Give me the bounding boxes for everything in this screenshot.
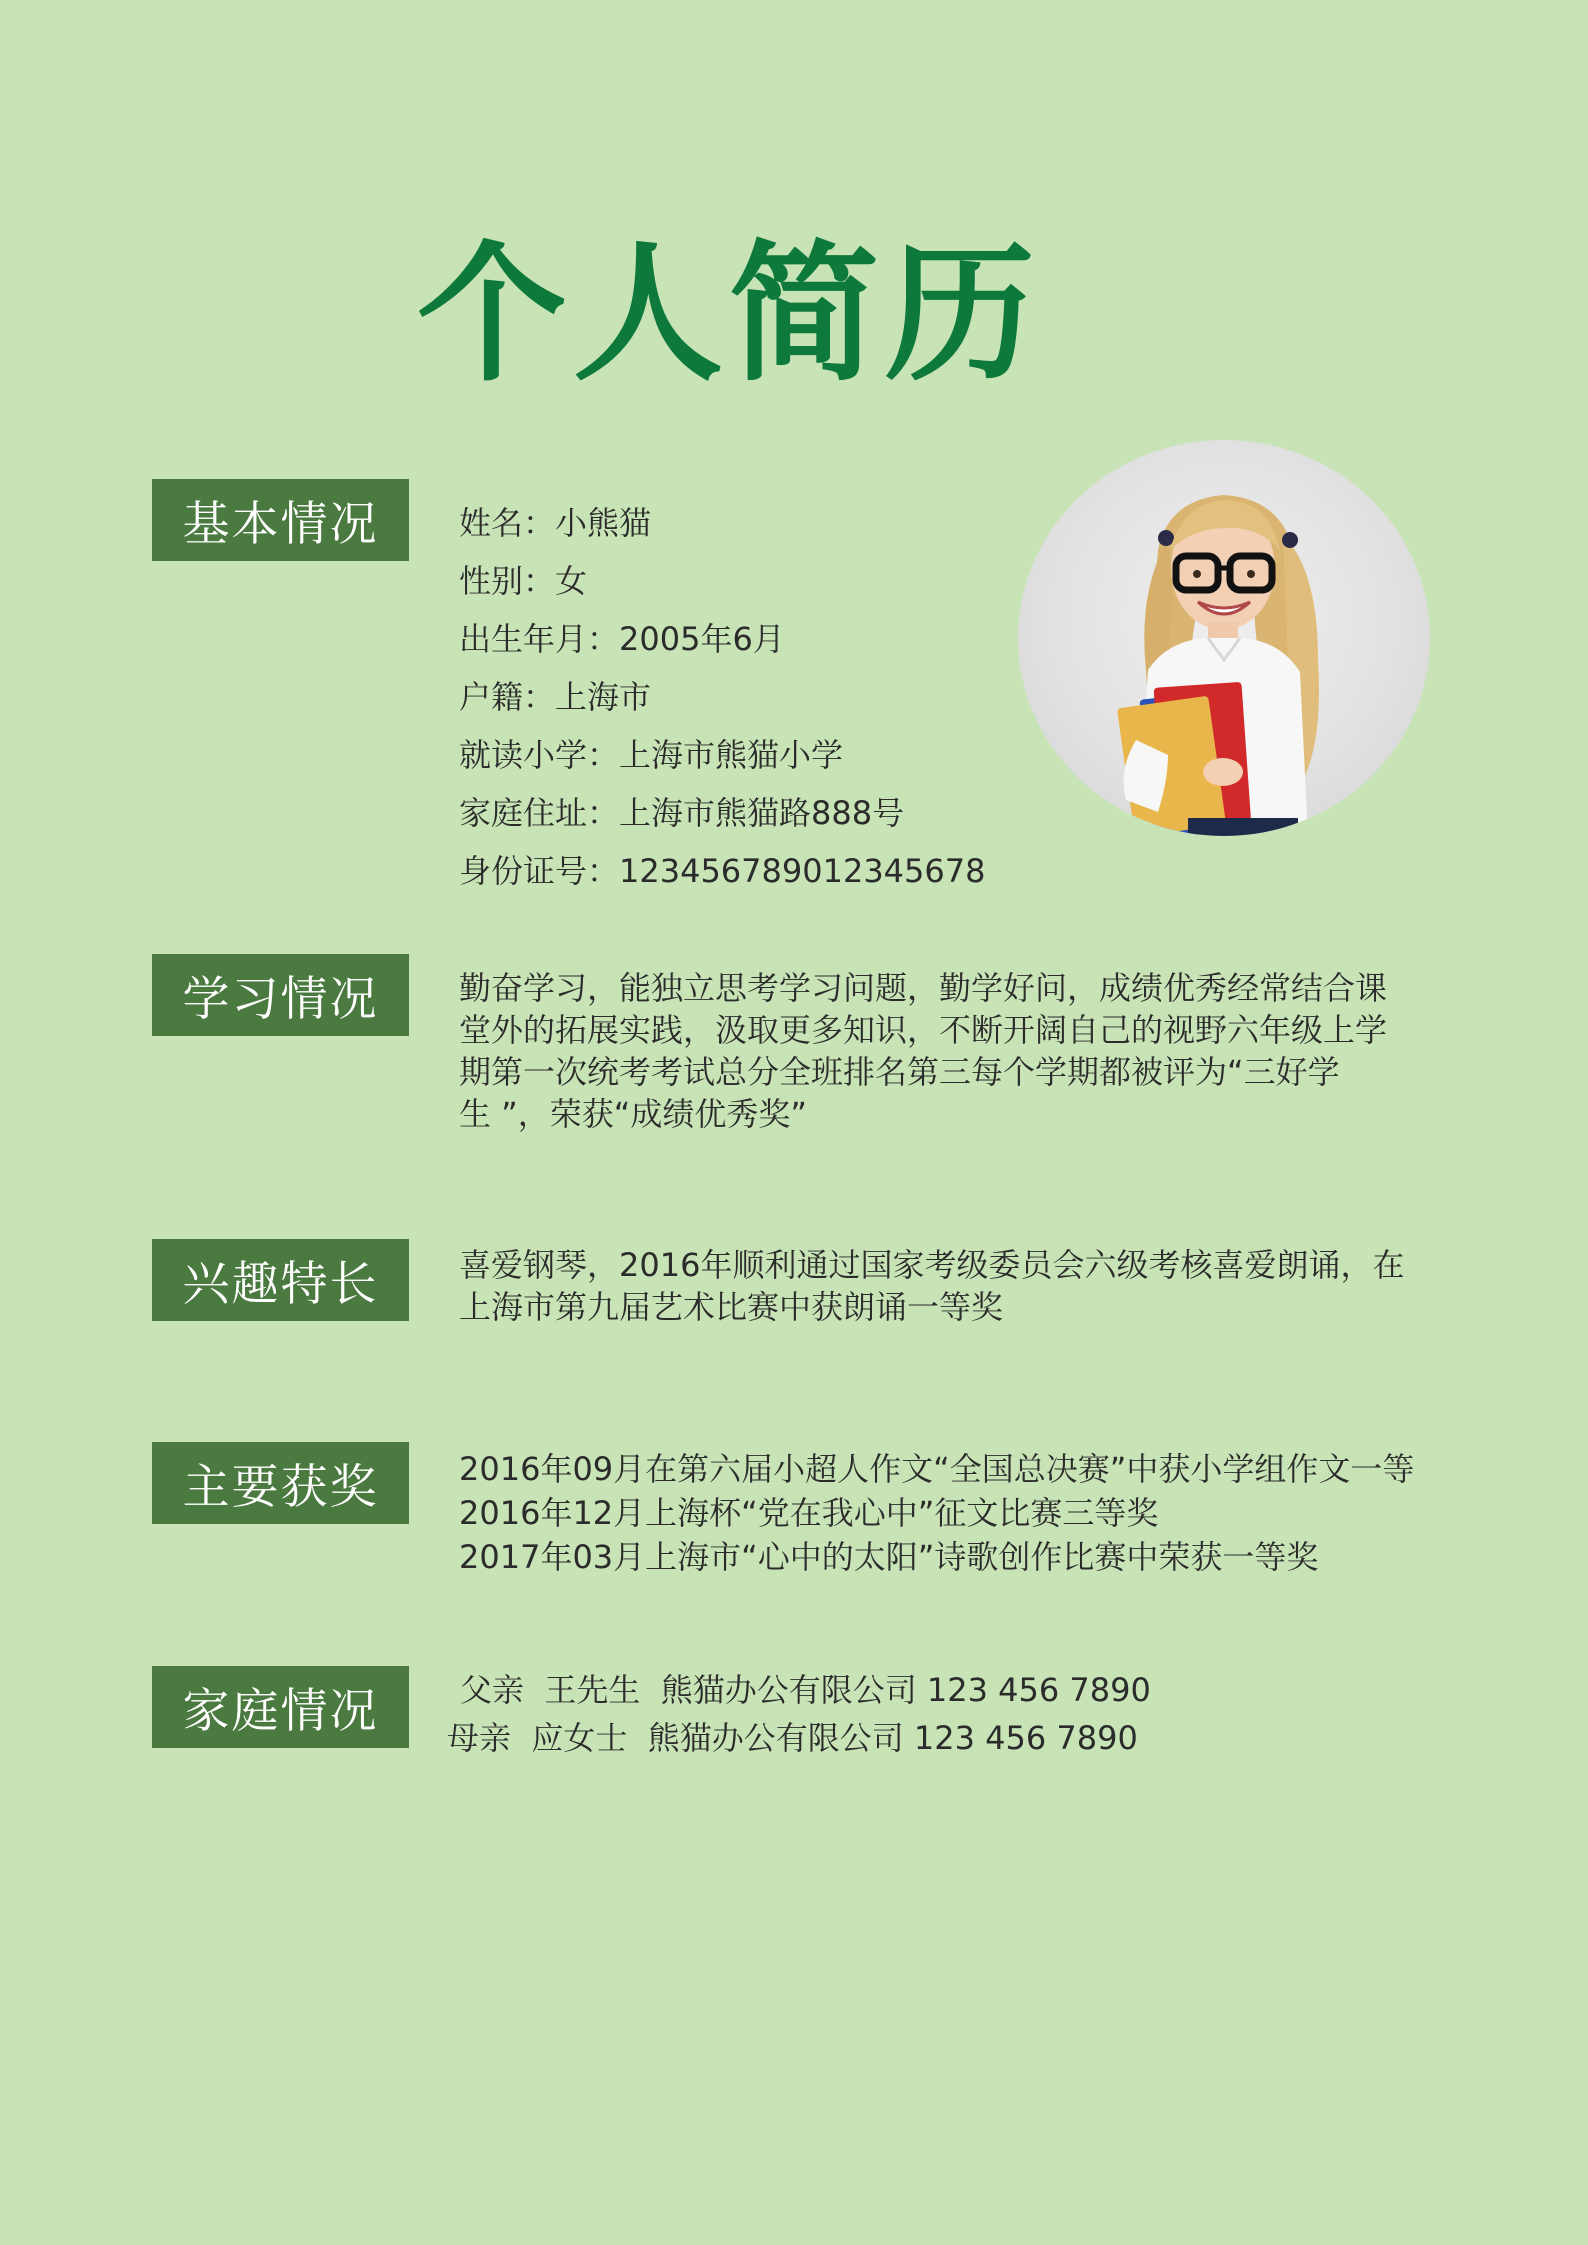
hobby-line: 上海市第九届艺术比赛中获朗诵一等奖 — [459, 1288, 1004, 1326]
info-gender: 性别：女 — [459, 562, 588, 600]
section-label-awards: 主要获奖 — [152, 1442, 409, 1524]
family-member-father: 父亲 王先生 熊猫办公有限公司 123 456 7890 — [460, 1671, 1151, 1709]
study-line: 勤奋学习，能独立思考学习问题，勤学好问，成绩优秀经常结合课 — [459, 969, 1388, 1007]
girl-with-books-illustration — [1018, 440, 1430, 836]
section-label-basic: 基本情况 — [152, 479, 409, 561]
info-hukou: 户籍：上海市 — [459, 678, 652, 716]
info-name: 姓名：小熊猫 — [459, 504, 652, 542]
page-title: 个人简历 — [416, 228, 1041, 402]
hobby-description — [459, 1244, 1459, 1328]
study-line: 期第一次统考考试总分全班排名第三每个学期都被评为“三好学 — [459, 1053, 1340, 1091]
awards-list — [459, 1447, 1414, 1579]
study-line: 堂外的拓展实践，汲取更多知识，不断开阔自己的视野六年级上学 — [459, 1011, 1388, 1049]
info-id-number: 身份证号：123456789012345678 — [459, 852, 986, 890]
family-member-mother: 母亲 应女士 熊猫办公有限公司 123 456 7890 — [447, 1719, 1138, 1757]
hobby-line: 喜爱钢琴，2016年顺利通过国家考级委员会六级考核喜爱朗诵，在 — [459, 1246, 1405, 1284]
study-description — [459, 967, 1459, 1135]
award-item: 2016年12月上海杯“党在我心中”征文比赛三等奖 — [459, 1494, 1159, 1532]
section-label-family: 家庭情况 — [152, 1666, 409, 1748]
basic-info-list — [459, 494, 985, 900]
award-item: 2016年09月在第六届小超人作文“全国总决赛”中获小学组作文一等 — [459, 1450, 1415, 1488]
section-label-hobby: 兴趣特长 — [152, 1239, 409, 1321]
profile-photo — [1018, 440, 1430, 836]
study-line: 生 ”，荣获“成绩优秀奖” — [459, 1095, 807, 1133]
award-item: 2017年03月上海市“心中的太阳”诗歌创作比赛中荣获一等奖 — [459, 1538, 1319, 1576]
section-label-study: 学习情况 — [152, 954, 409, 1036]
info-birth: 出生年月：2005年6月 — [459, 620, 785, 658]
info-school: 就读小学：上海市熊猫小学 — [459, 736, 844, 774]
info-address: 家庭住址：上海市熊猫路888号 — [459, 794, 905, 832]
family-list — [447, 1666, 1151, 1762]
